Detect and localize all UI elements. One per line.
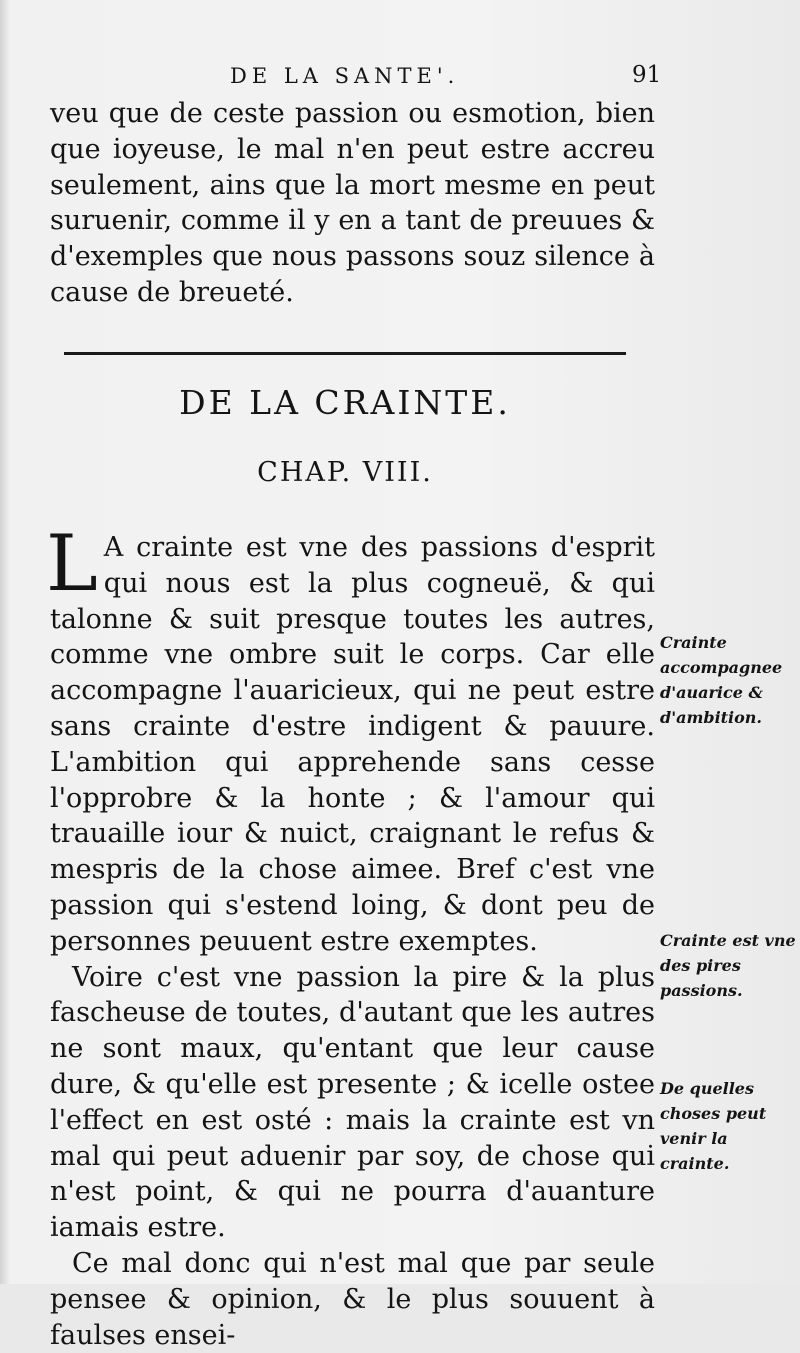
- marginal-note-3: De quelles choses peut venir la crainte.: [660, 1079, 767, 1173]
- chapter-number: CHAP. VIII.: [257, 457, 433, 488]
- page-number: 91: [632, 62, 662, 88]
- running-title: DE LA SANTE'.: [230, 64, 460, 88]
- marginal-note-1: Crainte accompagnee d'auarice & d'ambition.: [660, 633, 783, 727]
- continued-paragraph: veu que de ceste passion ou esmotion, bien que ioyeuse, le mal n'en peut estre accreu seulement, ains que la mort mesme en peut suruenir, comme il y en a tant de preuues & d'exemples que nous passons souz silence à cause de breueté.: [50, 98, 655, 308]
- paragraph-2: Voire c'est vne passion la pire & la plus fascheuse de toutes, d'autant que les autres ne sont maux, qu'entant que leur cause dure, & qu'elle est presente ; & icelle ostee l'effect en est osté : mais la crainte est vn mal qui peut aduenir par soy, de chose qui n'est point, & qui ne pourra d'auanture iamais estre.: [50, 961, 655, 1244]
- drop-cap: L: [46, 519, 98, 609]
- paragraph-1: [46, 519, 655, 960]
- paragraph-3: Ce mal donc qui n'est mal que par seule pensee & opinion, & le plus souuent à faulses ensei-: [50, 1247, 655, 1351]
- marginal-note-2: Crainte est vne des pires passions.: [660, 931, 796, 1000]
- paragraph-1-text: A crainte est vne des passions d'esprit qui nous est la plus cogneuë, & qui talonne & suit presque toutes les autres, comme vne ombre suit le corps. Car elle accompagne l'auaricieux, qui ne peut estre sans crainte d'estre indigent & pauure. L'ambition qui apprehende sans cesse l'opprobre & la honte ; & l'amour qui trauaille iour & nuict, craignant le refus & mespris de la chose aimee. Bref c'est vne passion qui s'estend loing, & dont peu de personnes peuuent estre exemptes.: [50, 532, 655, 957]
- chapter-body: [46, 519, 655, 1353]
- horizontal-rule: [64, 352, 626, 355]
- chapter-title: DE LA CRAINTE.: [179, 383, 511, 422]
